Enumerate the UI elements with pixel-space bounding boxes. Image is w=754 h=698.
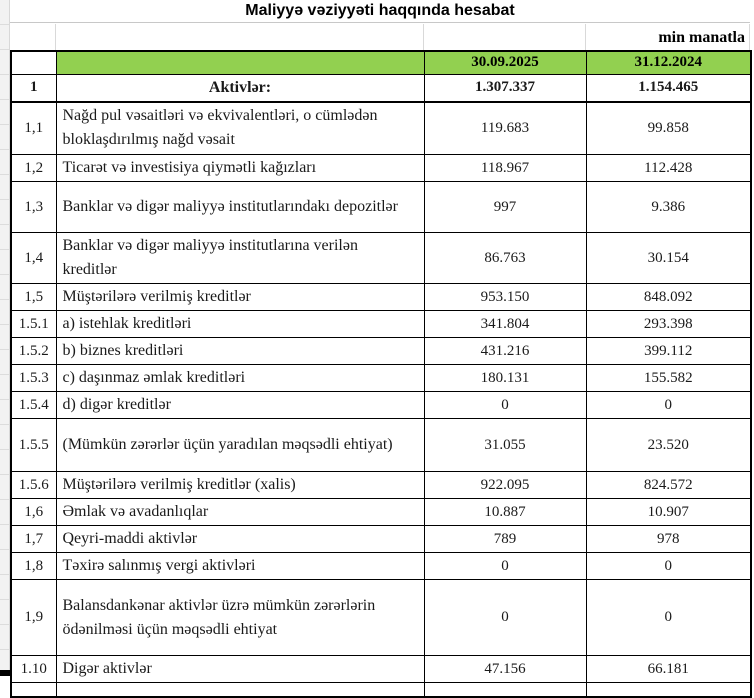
financial-position-table bbox=[10, 50, 752, 698]
row-value-current-cell: 119.683 bbox=[424, 102, 586, 155]
row-value-previous-cell: 1.154.465 bbox=[586, 74, 751, 102]
row-value-previous-cell: 155.582 bbox=[586, 365, 751, 392]
row-value-current-cell: 922.095 bbox=[424, 472, 586, 499]
row-number-cell: 1,5 bbox=[11, 284, 56, 311]
row-value-current-cell: 31.055 bbox=[424, 419, 586, 472]
row-label-cell bbox=[56, 683, 424, 697]
table-row bbox=[11, 155, 751, 182]
table-header-row bbox=[11, 51, 751, 74]
row-value-current-cell: 118.967 bbox=[424, 155, 586, 182]
row-value-current-cell: 47.156 bbox=[424, 656, 586, 683]
table-row bbox=[11, 102, 751, 155]
row-value-previous-cell: 978 bbox=[586, 526, 751, 553]
row-value-current-cell: 431.216 bbox=[424, 338, 586, 365]
row-value-previous-cell bbox=[586, 683, 751, 697]
next-row-dark-cell bbox=[0, 670, 10, 676]
table-row bbox=[11, 233, 751, 284]
row-value-previous-cell: 0 bbox=[586, 580, 751, 656]
row-label-cell: Aktivlər: bbox=[56, 74, 424, 102]
header-empty-cell bbox=[11, 51, 56, 74]
gridline bbox=[749, 24, 750, 50]
row-value-previous-cell: 293.398 bbox=[586, 311, 751, 338]
table-row bbox=[11, 419, 751, 472]
row-label-cell: Təxirə salınmış vergi aktivləri bbox=[56, 553, 424, 580]
gridline bbox=[55, 24, 56, 50]
row-number-cell bbox=[11, 683, 56, 697]
header-date-previous: 31.12.2024 bbox=[586, 51, 751, 74]
gridline bbox=[423, 24, 424, 50]
row-value-current-cell: 789 bbox=[424, 526, 586, 553]
row-number-cell: 1,7 bbox=[11, 526, 56, 553]
row-value-previous-cell: 848.092 bbox=[586, 284, 751, 311]
row-label-cell: d) digər kreditlər bbox=[56, 392, 424, 419]
row-number-cell: 1.10 bbox=[11, 656, 56, 683]
table-row bbox=[11, 338, 751, 365]
header-spacer-cell bbox=[56, 51, 424, 74]
row-value-previous-cell: 399.112 bbox=[586, 338, 751, 365]
row-value-current-cell: 0 bbox=[424, 392, 586, 419]
row-number-cell: 1,2 bbox=[11, 155, 56, 182]
row-number-cell: 1.5.6 bbox=[11, 472, 56, 499]
table-row bbox=[11, 580, 751, 656]
row-value-previous-cell: 112.428 bbox=[586, 155, 751, 182]
table-row bbox=[11, 284, 751, 311]
table-row bbox=[11, 499, 751, 526]
row-value-current-cell: 341.804 bbox=[424, 311, 586, 338]
row-number-cell: 1,3 bbox=[11, 182, 56, 233]
row-label-cell: Digər aktivlər bbox=[56, 656, 424, 683]
row-value-current-cell: 10.887 bbox=[424, 499, 586, 526]
report-title: Maliyyə vəziyyəti haqqında hesabat bbox=[10, 0, 750, 23]
unit-note-row bbox=[10, 24, 750, 50]
row-number-cell: 1.5.4 bbox=[11, 392, 56, 419]
row-label-cell: Müştərilərə verilmiş kreditlər (xalis) bbox=[56, 472, 424, 499]
row-value-current-cell: 0 bbox=[424, 553, 586, 580]
row-label-cell: Banklar və digər maliyyə institutlarındakı depozitlər bbox=[56, 182, 424, 233]
row-label-cell: Banklar və digər maliyyə institutlarına verilən kreditlər bbox=[56, 233, 424, 284]
row-value-previous-cell: 10.907 bbox=[586, 499, 751, 526]
row-label-cell: Müştərilərə verilmiş kreditlər bbox=[56, 284, 424, 311]
row-number-cell: 1,4 bbox=[11, 233, 56, 284]
row-value-previous-cell: 0 bbox=[586, 392, 751, 419]
row-number-cell: 1.5.2 bbox=[11, 338, 56, 365]
row-value-current-cell: 180.131 bbox=[424, 365, 586, 392]
row-number-cell: 1,8 bbox=[11, 553, 56, 580]
row-label-cell: Nağd pul vəsaitləri və ekvivalentləri, o cümlədən bloklaşdırılmış nağd vəsait bbox=[56, 102, 424, 155]
table-row bbox=[11, 392, 751, 419]
table-row bbox=[11, 365, 751, 392]
row-value-current-cell: 0 bbox=[424, 580, 586, 656]
row-value-previous-cell: 99.858 bbox=[586, 102, 751, 155]
row-number-cell: 1,6 bbox=[11, 499, 56, 526]
table-row bbox=[11, 683, 751, 697]
row-label-cell: (Mümkün zərərlər üçün yaradılan məqsədli ehtiyat) bbox=[56, 419, 424, 472]
header-date-current: 30.09.2025 bbox=[424, 51, 586, 74]
row-value-previous-cell: 9.386 bbox=[586, 182, 751, 233]
row-value-current-cell: 86.763 bbox=[424, 233, 586, 284]
table-body bbox=[11, 74, 751, 697]
row-value-previous-cell: 824.572 bbox=[586, 472, 751, 499]
table-row bbox=[11, 553, 751, 580]
row-label-cell: a) istehlak kreditləri bbox=[56, 311, 424, 338]
row-number-cell: 1,9 bbox=[11, 580, 56, 656]
row-number-cell: 1,1 bbox=[11, 102, 56, 155]
row-label-cell: Ticarət və investisiya qiymətli kağızları bbox=[56, 155, 424, 182]
row-number-cell: 1.5.3 bbox=[11, 365, 56, 392]
row-value-current-cell: 953.150 bbox=[424, 284, 586, 311]
row-value-current-cell: 997 bbox=[424, 182, 586, 233]
table-row bbox=[11, 656, 751, 683]
spreadsheet-row-margin bbox=[0, 0, 10, 676]
row-label-cell: Balansdankənar aktivlər üzrə mümkün zərərlərin ödənilməsi üçün məqsədli ehtiyat bbox=[56, 580, 424, 656]
table-row bbox=[11, 74, 751, 102]
gridline bbox=[585, 24, 586, 50]
row-label-cell: b) biznes kreditləri bbox=[56, 338, 424, 365]
unit-note: min manatla bbox=[658, 29, 745, 46]
row-label-cell: Qeyri-maddi aktivlər bbox=[56, 526, 424, 553]
row-value-previous-cell: 30.154 bbox=[586, 233, 751, 284]
row-value-current-cell: 1.307.337 bbox=[424, 74, 586, 102]
table-row bbox=[11, 182, 751, 233]
row-value-previous-cell: 0 bbox=[586, 553, 751, 580]
row-label-cell: Əmlak və avadanlıqlar bbox=[56, 499, 424, 526]
table-row bbox=[11, 311, 751, 338]
row-value-previous-cell: 23.520 bbox=[586, 419, 751, 472]
table-row bbox=[11, 472, 751, 499]
row-number-cell: 1.5.5 bbox=[11, 419, 56, 472]
row-value-current-cell bbox=[424, 683, 586, 697]
table-row bbox=[11, 526, 751, 553]
row-value-previous-cell: 66.181 bbox=[586, 656, 751, 683]
row-number-cell: 1.5.1 bbox=[11, 311, 56, 338]
row-label-cell: c) daşınmaz əmlak kreditləri bbox=[56, 365, 424, 392]
row-number-cell: 1 bbox=[11, 74, 56, 102]
